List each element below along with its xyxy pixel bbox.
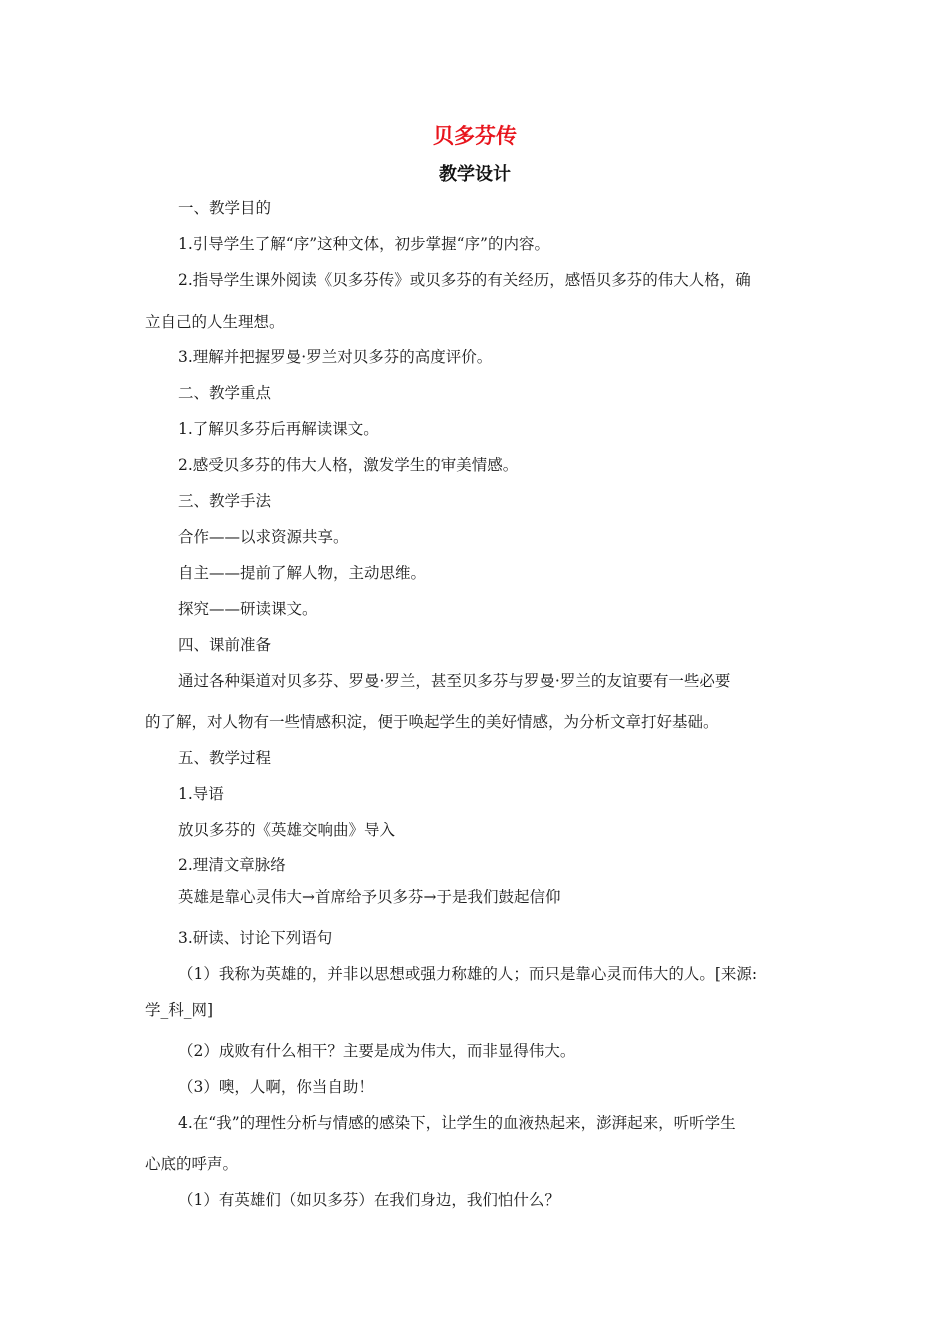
- paragraph-line: 1.导语: [178, 785, 224, 803]
- paragraph-line: （3）噢，人啊，你当自助！: [178, 1078, 374, 1096]
- paragraph-line: 3.研读、讨论下列语句: [178, 929, 333, 947]
- section-heading: 一、教学目的: [178, 199, 272, 217]
- paragraph-line: 2.理清文章脉络: [178, 856, 286, 874]
- paragraph-line: 放贝多芬的《英雄交响曲》导入: [178, 821, 396, 839]
- document-title: 贝多芬传: [433, 124, 517, 148]
- section-heading: 五、教学过程: [178, 749, 272, 767]
- paragraph-line: 自主——提前了解人物，主动思维。: [178, 564, 427, 582]
- paragraph-line: 2.感受贝多芬的伟大人格，激发学生的审美情感。: [178, 456, 519, 474]
- paragraph-line: 2.指导学生课外阅读《贝多芬传》或贝多芬的有关经历，感悟贝多芬的伟大人格，确: [178, 271, 751, 289]
- paragraph-line: 心底的呼声。: [145, 1155, 239, 1173]
- paragraph-line: 探究——研读课文。: [178, 600, 318, 618]
- paragraph-line: 立自己的人生理想。: [145, 313, 285, 331]
- section-heading: 二、教学重点: [178, 384, 272, 402]
- paragraph-line: 4.在“我”的理性分析与情感的感染下，让学生的血液热起来，澎湃起来，听听学生: [178, 1114, 736, 1132]
- paragraph-line: 1.引导学生了解“序”这种文体，初步掌握“序”的内容。: [178, 235, 550, 253]
- paragraph-line: 合作——以求资源共享。: [178, 528, 349, 546]
- paragraph-line: 1.了解贝多芬后再解读课文。: [178, 420, 379, 438]
- paragraph-line: 学_科_网]: [145, 1001, 214, 1019]
- paragraph-line: （2）成败有什么相干？主要是成为伟大，而非显得伟大。: [178, 1042, 576, 1060]
- paragraph-line: 通过各种渠道对贝多芬、罗曼·罗兰，甚至贝多芬与罗曼·罗兰的友谊要有一些必要: [178, 672, 731, 690]
- paragraph-line: （1）有英雄们（如贝多芬）在我们身边，我们怕什么？: [178, 1191, 560, 1209]
- section-heading: 四、课前准备: [178, 636, 272, 654]
- paragraph-line: （1）我称为英雄的，并非以思想或强力称雄的人；而只是靠心灵而伟大的人。[来源:: [178, 965, 758, 983]
- section-heading: 三、教学手法: [178, 492, 272, 510]
- document-subtitle: 教学设计: [439, 164, 511, 185]
- paragraph-line: 的了解，对人物有一些情感积淀，便于唤起学生的美好情感，为分析文章打好基础。: [145, 713, 719, 731]
- paragraph-line: 3.理解并把握罗曼·罗兰对贝多芬的高度评价。: [178, 348, 493, 366]
- paragraph-line: 英雄是靠心灵伟大→首席给予贝多芬→于是我们鼓起信仰: [178, 888, 561, 906]
